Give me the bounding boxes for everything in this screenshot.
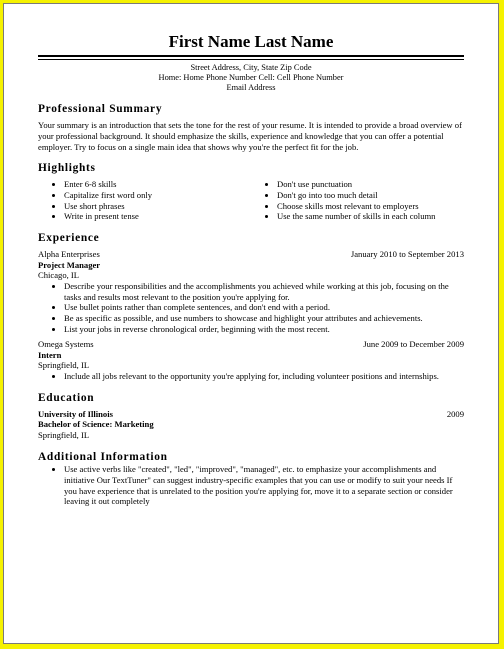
education-major: Marketing bbox=[114, 419, 154, 430]
education-degree-separator: : bbox=[109, 419, 115, 430]
experience-section bbox=[38, 232, 464, 382]
education-degree: Bachelor of Science bbox=[38, 419, 110, 430]
education-heading: Education bbox=[38, 391, 95, 404]
contact-email: Email Address bbox=[226, 83, 276, 92]
summary-text: Your summary is an introduction that sets the tone for the rest of your resume. It is intended to provide a broad overview of your professional background. It should emphasize the skills, experience and knowledge that you can offer a potential employer. Try to focus on a single main idea that shows why you're the perfect fit for the job. bbox=[38, 120, 462, 152]
job-header bbox=[38, 339, 464, 350]
job-bullet: • Include all jobs relevant to the opportunity you're applying for, including volunteer positions and internships. bbox=[64, 371, 464, 382]
additional-heading: Additional Information bbox=[38, 450, 168, 463]
job-header bbox=[38, 249, 464, 260]
job-company: Omega Systems bbox=[38, 338, 94, 349]
additional-bullet: • Use active verbs like "created", "led", "improved", "managed", etc. to emphasize your accomplishments and initiative Our TextTuner" can suggest industry-specific examples that you can use or modify to suit your needs If you have experience that is unrelated to the position you're applying for, move it to a separate section or consider leaving it out completely bbox=[64, 464, 464, 507]
candidate-name: First Name Last Name bbox=[168, 32, 334, 51]
experience-heading: Experience bbox=[38, 231, 100, 244]
job-dates: June 2009 to December 2009 bbox=[363, 338, 464, 349]
highlights-right-list bbox=[251, 179, 464, 221]
job-bullets bbox=[38, 371, 464, 382]
job-dates: January 2010 to September 2013 bbox=[350, 248, 464, 259]
additional-bullets bbox=[38, 464, 464, 507]
job-entry bbox=[38, 339, 464, 382]
education-location-row bbox=[38, 430, 464, 441]
education-entry bbox=[38, 409, 464, 441]
additional-section bbox=[38, 451, 464, 507]
education-section bbox=[38, 392, 464, 441]
highlight-item: • Choose skills most relevant to employers bbox=[277, 201, 464, 212]
highlight-item: • Don't use punctuation bbox=[277, 179, 464, 190]
contact-phones: Home: Home Phone Number Cell: Cell Phone Number bbox=[158, 73, 344, 82]
highlight-item: • Use short phrases bbox=[64, 201, 251, 212]
summary-section bbox=[38, 103, 464, 152]
header-rule-thin bbox=[38, 59, 464, 60]
education-school-row bbox=[38, 409, 464, 420]
highlights-section bbox=[38, 162, 464, 221]
resume-header bbox=[38, 32, 464, 93]
job-bullet: • Be as specific as possible, and use numbers to showcase and highlight your attributes and achievements. bbox=[64, 313, 464, 324]
job-title: Project Manager bbox=[38, 259, 101, 270]
highlights-columns bbox=[38, 179, 464, 221]
job-company: Alpha Enterprises bbox=[38, 248, 100, 259]
education-year: 2009 bbox=[446, 408, 464, 419]
job-bullets bbox=[38, 281, 464, 335]
highlight-item: • Don't go into too much detail bbox=[277, 190, 464, 201]
highlight-item: • Write in present tense bbox=[64, 211, 251, 222]
education-school: University of Illinois bbox=[38, 408, 113, 419]
job-entry bbox=[38, 249, 464, 335]
job-location: Springfield, IL bbox=[38, 360, 90, 371]
highlight-item: • Use the same number of skills in each column bbox=[277, 211, 464, 222]
highlight-item: • Capitalize first word only bbox=[64, 190, 251, 201]
job-bullet: • Describe your responsibilities and the accomplishments you achieved while working at this job, focusing on the tasks and results most relevant to the position you're applying for. bbox=[64, 281, 464, 303]
job-bullet: • Use bullet points rather than complete sentences, and don't end with a period. bbox=[64, 302, 464, 313]
job-title: Intern bbox=[38, 349, 62, 360]
job-location: Chicago, IL bbox=[38, 270, 80, 281]
document-frame bbox=[3, 3, 499, 644]
summary-heading: Professional Summary bbox=[38, 103, 163, 115]
highlights-left-list bbox=[38, 179, 251, 221]
highlights-heading: Highlights bbox=[38, 162, 96, 175]
resume-page bbox=[4, 4, 498, 507]
job-bullet: • List your jobs in reverse chronological order, beginning with the most recent. bbox=[64, 324, 464, 335]
education-degree-row bbox=[38, 419, 464, 430]
contact-address: Street Address, City, State Zip Code bbox=[190, 63, 312, 72]
header-rule-thick bbox=[38, 55, 464, 57]
highlight-item: • Enter 6-8 skills bbox=[64, 179, 251, 190]
education-location: Springfield, IL bbox=[38, 430, 90, 441]
